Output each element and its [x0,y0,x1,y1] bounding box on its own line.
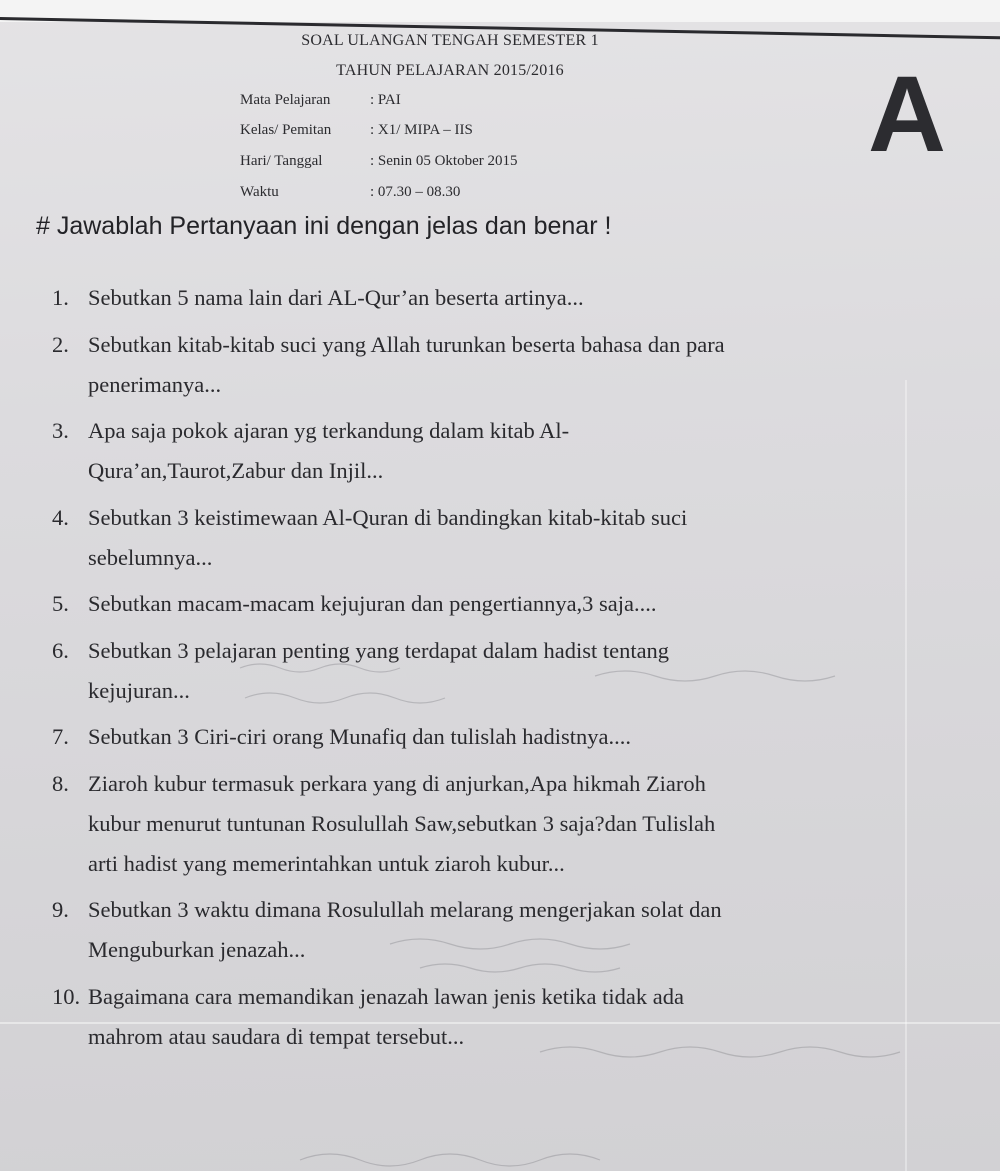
question-item [52,764,852,884]
question-text [88,325,852,405]
scan-border [0,0,1000,22]
question-line: kubur menurut tuntunan Rosulullah Saw,sebutkan 3 saja?dan Tulislah [88,810,716,836]
question-line: Sebutkan 3 keistimewaan Al-Quran di bandingkan kitab-kitab suci [88,504,688,530]
meta-value: : 07.30 – 08.30 [370,184,461,200]
exam-variant-mark: A [868,53,946,174]
question-text [88,278,852,318]
question-line: Sebutkan 3 Ciri-ciri orang Munafiq dan tulislah hadistnya.... [88,724,632,749]
meta-label: Kelas/ Pemitan [240,122,332,138]
meta-value: : Senin 05 Oktober 2015 [370,153,518,169]
question-text [88,411,852,491]
question-item [52,890,852,970]
question-line: Sebutkan macam-macam kejujuran dan pengertiannya,3 saja.... [88,591,657,616]
question-text [88,764,852,884]
question-number: 4. [52,504,69,530]
question-text [88,890,852,970]
question-line: arti hadist yang memerintahkan untuk ziaroh kubur... [88,850,565,876]
meta-value: : X1/ MIPA – IIS [370,122,473,138]
question-number: 2. [52,331,69,357]
question-number: 8. [52,770,69,796]
question-text [88,977,852,1057]
question-item [52,278,852,318]
meta-row-subject [240,92,401,109]
question-line: Apa saja pokok ajaran yg terkandung dalam kitab Al- [88,418,570,443]
question-text [88,631,852,711]
question-list [52,278,852,1063]
question-text [88,717,852,757]
meta-row-date [240,153,518,170]
question-line: Menguburkan jenazah... [88,937,306,962]
academic-year: TAHUN PELAJARAN 2015/2016 [336,62,564,79]
question-line: Sebutkan kitab-kitab suci yang Allah turunkan beserta bahasa dan para [88,331,725,357]
question-line: penerimanya... [88,371,222,397]
question-item [52,584,852,624]
paper-fold-vertical [905,380,907,1171]
instruction-heading: # Jawablah Pertanyaan ini dengan jelas dan benar ! [36,212,612,240]
meta-label: Mata Pelajaran [240,92,331,108]
question-item [52,325,852,405]
meta-label: Waktu [240,184,279,200]
question-item [52,498,852,578]
question-item [52,977,852,1057]
question-number: 6. [52,637,69,663]
question-line: Qura’an,Taurot,Zabur dan Injil... [88,458,384,483]
question-item [52,717,852,757]
question-number: 7. [52,724,69,749]
pencil-scribble [300,1154,600,1166]
question-line: sebelumnya... [88,544,213,570]
meta-row-class [240,122,473,139]
question-line: Bagaimana cara memandikan jenazah lawan jenis ketika tidak ada [88,983,684,1009]
question-number: 9. [52,897,69,922]
question-line: Sebutkan 3 waktu dimana Rosulullah melarang mengerjakan solat dan [88,897,722,922]
question-number: 1. [52,285,69,310]
meta-row-time [240,184,460,201]
meta-label: Hari/ Tanggal [240,153,323,169]
question-item [52,411,852,491]
question-line: Ziaroh kubur termasuk perkara yang di anjurkan,Apa hikmah Ziaroh [88,770,706,796]
question-number: 5. [52,591,69,616]
question-line: mahrom atau saudara di tempat tersebut... [88,1023,465,1049]
question-number: 3. [52,418,69,443]
question-line: Sebutkan 5 nama lain dari AL-Qur’an beserta artinya... [88,285,584,310]
question-line: Sebutkan 3 pelajaran penting yang terdapat dalam hadist tentang [88,637,670,663]
exam-title: SOAL ULANGAN TENGAH SEMESTER 1 [301,32,599,49]
question-number: 10. [52,983,81,1009]
question-line: kejujuran... [88,677,190,703]
question-item [52,631,852,711]
question-text [88,498,852,578]
meta-value: : PAI [370,92,401,108]
question-text [88,584,852,624]
